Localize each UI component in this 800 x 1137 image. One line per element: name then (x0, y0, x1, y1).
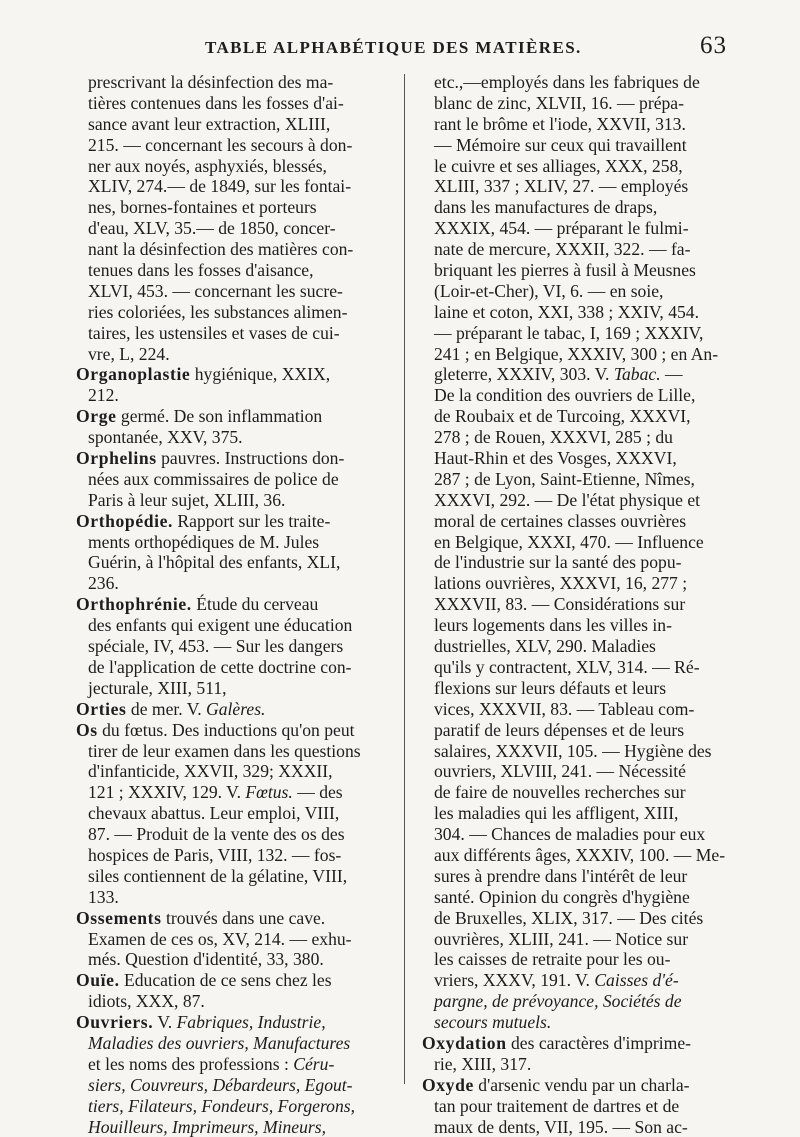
entry-text: briquant les pierres à fusil à Meusnes (434, 260, 696, 281)
index-line (422, 532, 742, 553)
entry-headword: Oxyde (422, 1074, 474, 1095)
entry-text: de faire de nouvelles recherches sur (434, 782, 686, 803)
entry-text: 87. — Produit de la vente des os des (88, 824, 345, 845)
running-title: TABLE ALPHABÉTIQUE DES MATIÈRES. (205, 38, 582, 57)
entry-text: pauvres. Instructions don- (156, 448, 345, 469)
index-line (76, 302, 396, 323)
cross-reference-text: Galères. (206, 698, 266, 719)
entry-text: XLIV, 274.— de 1849, sur les fontai- (88, 176, 352, 197)
index-line (76, 239, 396, 260)
index-line (422, 114, 742, 135)
index-line (422, 1033, 742, 1054)
index-line (76, 323, 396, 344)
index-line (422, 490, 742, 511)
cross-reference-text: Céru- (293, 1053, 335, 1074)
index-line (422, 93, 742, 114)
index-line (76, 135, 396, 156)
index-line (76, 511, 396, 532)
entry-text: tières contenues dans les fosses d'ai- (88, 92, 344, 113)
entry-text: — Mémoire sur ceux qui travaillent (434, 134, 687, 155)
entry-text: lations ouvrières, XXXVI, 16, 277 ; (434, 573, 688, 594)
index-line (76, 406, 396, 427)
cross-reference-text: secours mutuels. (434, 1012, 552, 1033)
index-line (76, 281, 396, 302)
entry-text: (Loir-et-Cher), VI, 6. — en soie, (434, 280, 664, 301)
entry-text: — préparant le tabac, I, 169 ; XXXIV, (434, 322, 704, 343)
entry-text: ner aux noyés, asphyxiés, blessés, (88, 155, 327, 176)
entry-text: dustrielles, XLV, 290. Maladies (434, 636, 656, 657)
entry-text: les caisses de retraite pour les ou- (434, 949, 671, 970)
entry-headword: Os (76, 719, 98, 740)
index-line (422, 323, 742, 344)
entry-text: XLVI, 453. — concernant les sucre- (88, 280, 343, 301)
entry-text: tenues dans les fosses d'aisance, (88, 260, 314, 281)
index-line (76, 427, 396, 448)
index-line (422, 741, 742, 762)
entry-text: V. (153, 1012, 177, 1033)
index-line (76, 490, 396, 511)
index-line (422, 1054, 742, 1075)
entry-headword: Orphelins (76, 448, 157, 469)
entry-text: ries coloriées, les substances alimen- (88, 301, 348, 322)
index-line (76, 761, 396, 782)
index-line (422, 281, 742, 302)
entry-text: tan pour traitement de dartres et de (434, 1095, 680, 1116)
entry-text: de l'application de cette doctrine con- (88, 656, 352, 677)
entry-text: et les noms des professions : (88, 1053, 294, 1074)
index-line (422, 239, 742, 260)
index-line (422, 929, 742, 950)
index-line (422, 594, 742, 615)
index-line (422, 761, 742, 782)
page-number: 63 (700, 32, 727, 59)
index-line (76, 594, 396, 615)
index-line (422, 824, 742, 845)
cross-reference-text: pargne, de prévoyance, Sociétés de (434, 991, 682, 1012)
entry-text: le cuivre et ses alliages, XXX, 258, (434, 155, 683, 176)
index-line (76, 1033, 396, 1054)
index-line (422, 991, 742, 1012)
index-line (76, 114, 396, 135)
entry-text: flexions sur leurs défauts et leurs (434, 677, 667, 698)
index-line (76, 552, 396, 573)
index-line (76, 803, 396, 824)
entry-text: siles contiennent de la gélatine, VIII, (88, 865, 348, 886)
index-line (76, 636, 396, 657)
entry-text: spéciale, IV, 453. — Sur les dangers (88, 636, 344, 657)
index-line (76, 866, 396, 887)
entry-text: d'arsenic vendu par un charla- (473, 1074, 690, 1095)
entry-text: nate de mercure, XXXII, 322. — fa- (434, 239, 691, 260)
index-line (422, 803, 742, 824)
index-line (422, 511, 742, 532)
index-column-left (76, 72, 396, 1137)
entry-headword: Orties (76, 698, 127, 719)
index-line (76, 156, 396, 177)
entry-text: Paris à leur sujet, XLIII, 36. (88, 489, 286, 510)
entry-text: més. Question d'identité, 33, 380. (88, 949, 324, 970)
index-line (76, 385, 396, 406)
entry-text: santé. Opinion du congrès d'hygiène (434, 886, 690, 907)
entry-text: aux différents âges, XXXIV, 100. — Me- (434, 844, 726, 865)
index-line (76, 657, 396, 678)
entry-text: nes, bornes-fontaines et porteurs (88, 197, 317, 218)
index-line (76, 908, 396, 929)
entry-text: XLIII, 337 ; XLIV, 27. — employés (434, 176, 689, 197)
entry-text: XXXIX, 454. — préparant le fulmi- (434, 218, 689, 239)
entry-text: des enfants qui exigent une éducation (88, 615, 353, 636)
entry-text: de Roubaix et de Turcoing, XXXVI, (434, 406, 691, 427)
entry-text: taires, les ustensiles et vases de cui- (88, 322, 340, 343)
entry-text: 212. (88, 385, 119, 406)
index-line (76, 991, 396, 1012)
entry-text: blanc de zinc, XLVII, 16. — prépa- (434, 92, 684, 113)
index-line (422, 1117, 742, 1137)
entry-text: en Belgique, XXXI, 470. — Influence (434, 531, 704, 552)
entry-text: Guérin, à l'hôpital des enfants, XLI, (88, 552, 341, 573)
index-line (76, 72, 396, 93)
entry-text: leurs logements dans les villes in- (434, 615, 672, 636)
index-column-right (422, 72, 742, 1137)
entry-text: 287 ; de Lyon, Saint-Etienne, Nîmes, (434, 468, 695, 489)
entry-text: De la condition des ouvriers de Lille, (434, 385, 696, 406)
entry-text: vices, XXXVII, 83. — Tableau com- (434, 698, 695, 719)
index-line (422, 385, 742, 406)
entry-text: maux de dents, VII, 195. — Son ac- (434, 1116, 688, 1137)
entry-text: Haut-Rhin et des Vosges, XXXVI, (434, 448, 677, 469)
entry-text: d'infanticide, XXVII, 329; XXXII, (88, 761, 333, 782)
index-line (76, 615, 396, 636)
index-line (422, 782, 742, 803)
entry-text: Education de ce sens chez les (119, 970, 332, 991)
entry-text: paratif de leurs dépenses et de leurs (434, 719, 685, 740)
entry-text: 215. — concernant les secours à don- (88, 134, 353, 155)
entry-text: Examen de ces os, XV, 214. — exhu- (88, 928, 352, 949)
entry-text: XXXVI, 292. — De l'état physique et (434, 489, 701, 510)
index-line (76, 949, 396, 970)
index-line (422, 615, 742, 636)
index-line (422, 720, 742, 741)
entry-text: trouvés dans une cave. (161, 907, 326, 928)
index-line (76, 344, 396, 365)
entry-text: rant le brôme et l'iode, XXVII, 313. (434, 113, 686, 134)
index-line (422, 344, 742, 365)
index-line (76, 93, 396, 114)
entry-text: de l'industrie sur la santé des popu- (434, 552, 682, 573)
index-line (422, 908, 742, 929)
entry-headword: Oxydation (422, 1032, 507, 1053)
entry-text: dans les manufactures de draps, (434, 197, 658, 218)
entry-text: — des (292, 782, 343, 803)
entry-text: tirer de leur examen dans les questions (88, 740, 361, 761)
index-line (422, 156, 742, 177)
index-line (422, 427, 742, 448)
entry-text: d'eau, XLV, 35.— de 1850, concer- (88, 218, 336, 239)
entry-text: Rapport sur les traite- (173, 510, 331, 531)
entry-text: de Bruxelles, XLIX, 317. — Des cités (434, 907, 704, 928)
index-line (76, 1096, 396, 1117)
entry-text: moral de certaines classes ouvrières (434, 510, 687, 531)
entry-text: 304. — Chances de maladies pour eux (434, 824, 706, 845)
entry-headword: Ossements (76, 907, 162, 928)
entry-text: qu'ils y contractent, XLV, 314. — Ré- (434, 656, 700, 677)
entry-text: prescrivant la désinfection des ma- (88, 72, 334, 92)
index-line (422, 552, 742, 573)
index-line (422, 197, 742, 218)
index-line (76, 678, 396, 699)
entry-text: XXXVII, 83. — Considérations sur (434, 594, 686, 615)
entry-text: — (660, 364, 683, 385)
index-line (422, 845, 742, 866)
index-line (76, 532, 396, 553)
index-line (76, 824, 396, 845)
index-line (422, 302, 742, 323)
entry-text: jecturale, XIII, 511, (88, 677, 227, 698)
index-line (76, 741, 396, 762)
entry-text: idiots, XXX, 87. (88, 991, 205, 1012)
index-line (422, 135, 742, 156)
entry-text: sures à prendre dans l'intérêt de leur (434, 865, 688, 886)
index-line (422, 699, 742, 720)
index-line (422, 1012, 742, 1033)
index-line (422, 636, 742, 657)
entry-text: 133. (88, 886, 119, 907)
entry-headword: Ouvriers. (76, 1012, 154, 1033)
entry-text: hospices de Paris, VIII, 132. — fos- (88, 844, 342, 865)
index-line (76, 197, 396, 218)
entry-text: nant la désinfection des matières con- (88, 239, 354, 260)
entry-text: gleterre, XXXIV, 303. V. (434, 364, 614, 385)
index-line (422, 657, 742, 678)
index-line (76, 782, 396, 803)
entry-text: 278 ; de Rouen, XXXVI, 285 ; du (434, 427, 673, 448)
index-line (76, 1075, 396, 1096)
index-line (76, 448, 396, 469)
entry-text: les maladies qui les affligent, XIII, (434, 803, 679, 824)
page-header (0, 30, 800, 70)
entry-text: ments orthopédiques de M. Jules (88, 531, 320, 552)
entry-text: etc.,—employés dans les fabriques de (434, 72, 700, 92)
index-line (422, 364, 742, 385)
entry-headword: Ouïe. (76, 970, 120, 991)
index-line (422, 949, 742, 970)
entry-text: germé. De son inflammation (116, 406, 323, 427)
index-line (422, 72, 742, 93)
entry-text: 236. (88, 573, 119, 594)
index-line (76, 720, 396, 741)
index-line (76, 887, 396, 908)
entry-text: ouvrières, XLIII, 241. — Notice sur (434, 928, 689, 949)
entry-text: de mer. V. (126, 698, 206, 719)
cross-reference-text: Tabac. (613, 364, 661, 385)
index-line (76, 1054, 396, 1075)
entry-text: sance avant leur extraction, XLIII, (88, 113, 331, 134)
cross-reference-text: Houilleurs, Imprimeurs, Mineurs, (88, 1116, 326, 1137)
index-line (422, 970, 742, 991)
index-line (422, 448, 742, 469)
entry-headword: Orthophrénie. (76, 594, 192, 615)
entry-text: 121 ; XXXIV, 129. V. (88, 782, 246, 803)
entry-text: du fœtus. Des inductions qu'on peut (97, 719, 355, 740)
entry-text: spontanée, XXV, 375. (88, 427, 243, 448)
index-line (422, 1075, 742, 1096)
index-line (76, 364, 396, 385)
cross-reference-text: siers, Couvreurs, Débardeurs, Egout- (88, 1074, 353, 1095)
index-line (422, 678, 742, 699)
cross-reference-text: Fœtus. (245, 782, 293, 803)
index-line (76, 176, 396, 197)
column-divider (404, 74, 405, 1084)
entry-text: rie, XIII, 317. (434, 1053, 532, 1074)
entry-text: des caractères d'imprime- (506, 1032, 691, 1053)
entry-headword: Orthopédie. (76, 510, 174, 531)
index-line (422, 469, 742, 490)
entry-text: hygiénique, XXIX, (190, 364, 331, 385)
entry-text: nées aux commissaires de police de (88, 468, 339, 489)
index-line (76, 260, 396, 281)
cross-reference-text: tiers, Filateurs, Fondeurs, Forgerons, (88, 1095, 355, 1116)
index-line (76, 573, 396, 594)
index-line (422, 218, 742, 239)
index-line (422, 887, 742, 908)
index-line (76, 845, 396, 866)
entry-text: 241 ; en Belgique, XXXIV, 300 ; en An- (434, 343, 719, 364)
index-line (76, 970, 396, 991)
index-line (76, 1117, 396, 1137)
index-line (76, 929, 396, 950)
entry-text: vre, L, 224. (88, 343, 170, 364)
entry-text: vriers, XXXV, 191. V. (434, 970, 595, 991)
index-line (422, 866, 742, 887)
index-line (422, 176, 742, 197)
index-line (76, 218, 396, 239)
index-line (422, 1096, 742, 1117)
entry-text: ouvriers, XLVIII, 241. — Nécessité (434, 761, 686, 782)
index-line (422, 406, 742, 427)
entry-headword: Orge (76, 406, 117, 427)
cross-reference-text: Maladies des ouvriers, Manufactures (88, 1032, 351, 1053)
index-line (422, 260, 742, 281)
index-line (76, 699, 396, 720)
index-line (76, 1012, 396, 1033)
cross-reference-text: Caisses d'é- (594, 970, 679, 991)
entry-text: laine et coton, XXI, 338 ; XXIV, 454. (434, 301, 700, 322)
entry-text: Étude du cerveau (191, 594, 319, 615)
index-line (76, 469, 396, 490)
entry-text: chevaux abattus. Leur emploi, VIII, (88, 803, 340, 824)
cross-reference-text: Fabriques, Industrie, (176, 1012, 326, 1033)
entry-headword: Organoplastie (76, 364, 191, 385)
entry-text: salaires, XXXVII, 105. — Hygiène des (434, 740, 712, 761)
index-line (422, 573, 742, 594)
